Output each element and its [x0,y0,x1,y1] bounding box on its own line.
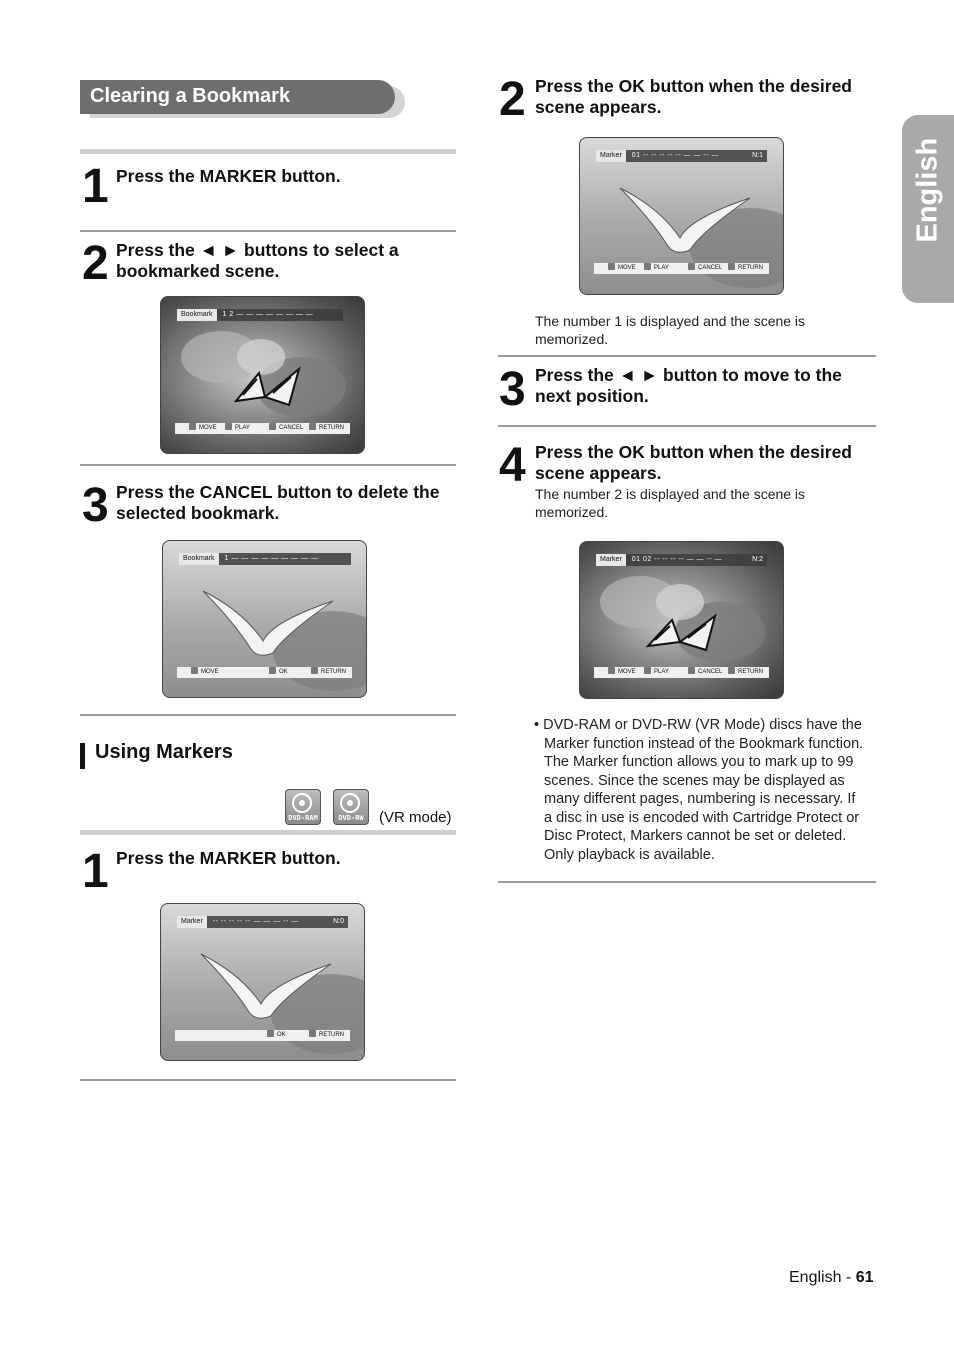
disc-ring-icon [292,793,312,813]
note-line: a disc in use is encoded with Cartridge Protect or [544,809,860,826]
cancel-icon [688,667,695,674]
osd-bookmark-sequence: 1 2 — — — — — — — — [222,311,314,318]
osd-move: MOVE [191,667,219,678]
step-number: 3 [82,479,107,532]
osd-marker-bar [596,554,767,566]
note-line: • DVD-RAM or DVD-RW (VR Mode) discs have the [534,717,862,733]
language-tab-label: English [911,137,944,243]
osd-ok: OK [269,667,288,678]
step-description [535,312,805,348]
description-line: The number 2 is displayed and the scene is [535,486,806,502]
return-icon [309,1030,316,1037]
ok-icon [267,1030,274,1037]
disc-ring-icon [340,793,360,813]
osd-button-guide [175,1030,350,1041]
disc-label: DVD-RAM [288,814,318,822]
move-icon [191,667,198,674]
osd-return: RETURN [309,423,344,434]
osd-play: PLAY [225,423,250,434]
osd-screen-bookmark-select [160,296,365,454]
osd-marker-sequence: 01 02 -- -- -- -- — — -- — [631,556,723,563]
return-icon [728,667,735,674]
cancel-icon [269,423,276,430]
return-icon [311,667,318,674]
note-line: Marker function instead of the Bookmark function. [544,735,864,752]
step-text [535,76,852,118]
step-text [116,240,399,282]
osd-bookmark-label: Bookmark [179,553,219,565]
note-line: Disc Protect, Markers cannot be set or deleted. [544,828,847,844]
return-icon [309,423,316,430]
osd-return: RETURN [728,667,763,678]
description-line: The number 1 is displayed and the scene is [535,313,806,329]
osd-move: MOVE [608,667,636,678]
osd-button-guide [594,263,769,274]
step-number: 3 [499,363,524,416]
step-number: 2 [499,73,524,126]
osd-marker-bar [596,150,767,162]
step-description [535,485,805,521]
subsection-title: Using Markers [95,741,233,763]
return-icon [728,263,735,270]
rule-thick [80,830,456,835]
osd-play: PLAY [644,667,669,678]
osd-cancel: CANCEL [688,263,722,274]
rule-thin [80,230,456,232]
note-line: scenes. Since the scenes may be displayed as [544,772,845,789]
step-text-line: Press the OK button when the desired [535,442,852,462]
dvd-rw-icon [333,789,369,825]
footer-prefix: English - [789,1269,856,1286]
step-text-line: Press the CANCEL button to delete the [116,482,440,502]
osd-return: RETURN [728,263,763,274]
section-banner [80,80,405,118]
rule-thin [80,1079,456,1081]
osd-button-guide [175,423,350,434]
disc-label: DVD-RW [338,814,364,822]
note-line: many different pages, numbering is necessary. If [544,791,856,807]
osd-play: PLAY [644,263,669,274]
step-text-line: next position. [535,386,649,406]
osd-cancel: CANCEL [269,423,303,434]
step-text [535,365,842,407]
dvd-ram-icon [285,789,321,825]
step-number: 2 [82,237,107,290]
step-text-line: bookmarked scene. [116,261,280,281]
osd-marker-count: N:0 [333,918,344,925]
osd-marker-count: N:1 [752,152,763,159]
osd-screen-marker-two [579,541,784,699]
rule-thin [498,425,876,427]
osd-bookmark-bar [177,309,343,321]
rule-thin [498,881,876,883]
osd-marker-label: Marker [596,554,626,566]
step-text-line: selected bookmark. [116,503,280,523]
step-number: 1 [82,160,107,213]
step-text: Press the MARKER button. [116,166,341,186]
step-text: Press the MARKER button. [116,848,341,868]
osd-marker-label: Marker [177,916,207,928]
note-line: The Marker function allows you to mark up to 99 [544,754,854,770]
osd-move: MOVE [189,423,217,434]
step-text-line: Press the OK button when the desired [535,76,852,96]
description-line: memorized. [535,504,609,520]
osd-bookmark-sequence: 1 — — — — — — — — — [224,555,319,562]
osd-screen-marker-empty [160,903,365,1061]
step-number: 4 [499,439,524,492]
play-icon [644,667,651,674]
note-paragraph [534,716,863,864]
page-footer [789,1269,874,1287]
play-icon [225,423,232,430]
cancel-icon [688,263,695,270]
osd-move: MOVE [608,263,636,274]
rule-thick [80,149,456,154]
step-number: 1 [82,845,107,898]
osd-marker-count: N:2 [752,556,763,563]
move-icon [189,423,196,430]
step-text-line: scene appears. [535,463,662,483]
step-text-line: Press the ◄ ► buttons to select a [116,240,399,260]
osd-button-guide [594,667,769,678]
play-icon [644,263,651,270]
rule-thin [80,714,456,716]
move-icon [608,263,615,270]
rule-thin [498,355,876,357]
osd-bookmark-bar [179,553,351,565]
osd-button-guide [177,667,352,678]
step-text-line: scene appears. [535,97,662,117]
osd-bookmark-label: Bookmark [177,309,217,321]
osd-marker-sequence: 01 -- -- -- -- -- — — -- — [631,152,720,159]
ok-icon [269,667,276,674]
osd-marker-bar [177,916,348,928]
osd-screen-marker-one [579,137,784,295]
move-icon [608,667,615,674]
osd-screen-bookmark-deleted [162,540,367,698]
osd-return: RETURN [311,667,346,678]
step-text-line: Press the ◄ ► button to move to the [535,365,842,385]
rule-thin [80,464,456,466]
osd-marker-label: Marker [596,150,626,162]
section-title: Clearing a Bookmark [90,85,291,107]
osd-cancel: CANCEL [688,667,722,678]
step-text [535,442,852,484]
note-line: Only playback is available. [544,846,715,863]
description-line: memorized. [535,331,609,347]
osd-ok: OK [267,1030,286,1041]
osd-marker-sequence: -- -- -- -- -- — — — -- — [212,918,299,925]
page-number: 61 [855,1269,874,1286]
subsection-marker-bar [80,743,85,769]
step-text [116,482,439,524]
osd-return: RETURN [309,1030,344,1041]
vr-mode-label: (VR mode) [379,809,452,826]
